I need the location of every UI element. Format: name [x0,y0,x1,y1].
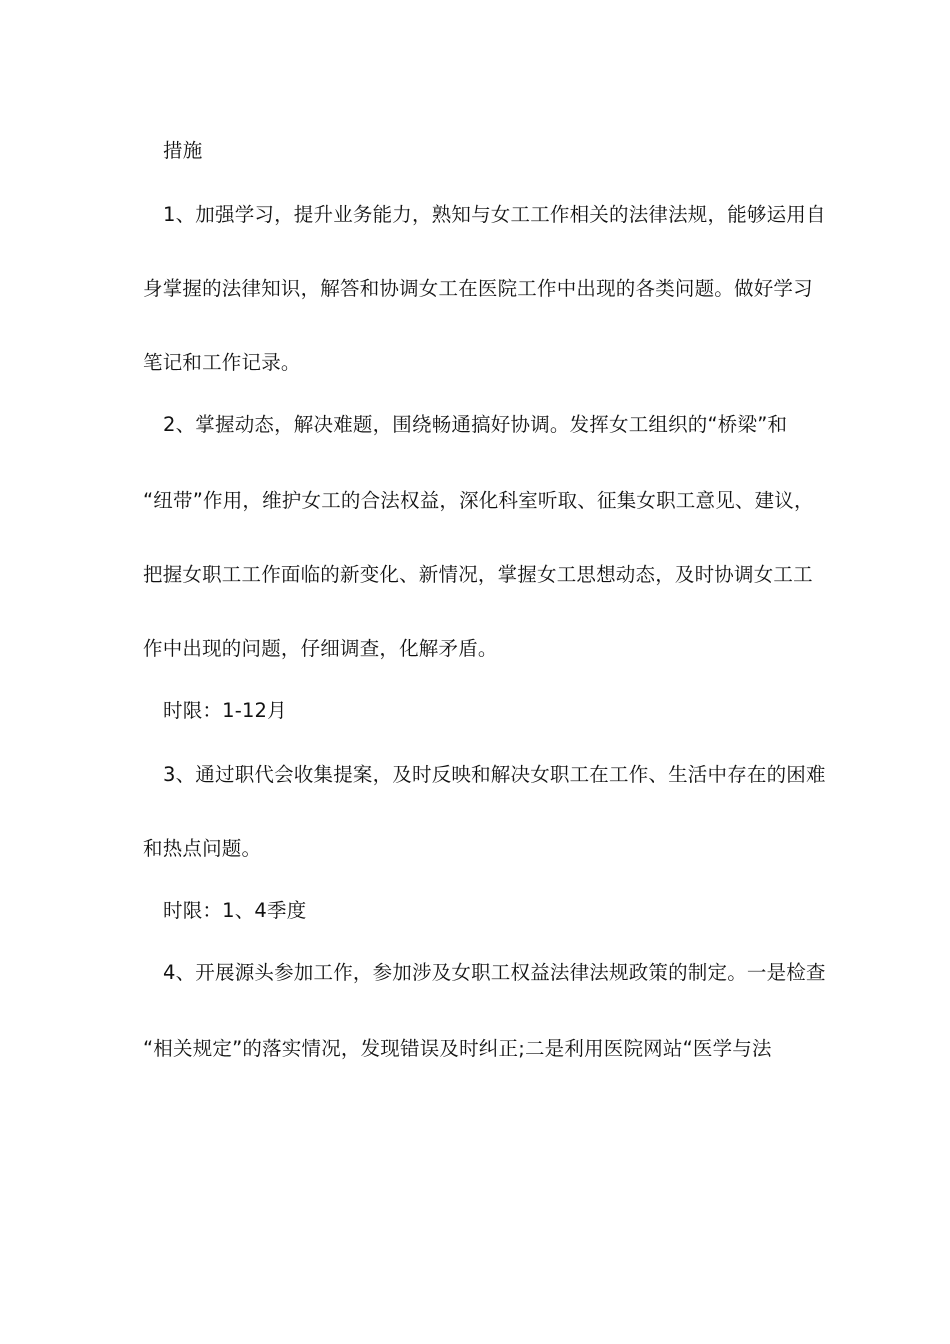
paragraph-1-line-3: 笔记和工作记录。 [143,351,301,374]
paragraph-2-line-4: 作中出现的问题，仔细调查，化解矛盾。 [143,637,498,660]
heading-measures: 措施 [163,139,203,162]
paragraph-4-line-2: “相关规定”的落实情况，发现错误及时纠正;二是利用医院网站“医学与法 [143,1037,772,1060]
paragraph-3-line-2: 和热点问题。 [143,837,262,860]
paragraph-2-line-2: “纽带”作用，维护女工的合法权益，深化科室听取、征集女职工意见、建议， [143,489,814,512]
paragraph-1-line-1: 1、加强学习，提升业务能力，熟知与女工工作相关的法律法规，能够运用自 [163,203,826,226]
paragraph-1-line-2: 身掌握的法律知识，解答和协调女工在医院工作中出现的各类问题。做好学习 [143,277,813,300]
paragraph-2-line-1: 2、掌握动态，解决难题，围绕畅通搞好协调。发挥女工组织的“桥梁”和 [163,413,788,436]
paragraph-2-line-3: 把握女职工工作面临的新变化、新情况，掌握女工思想动态，及时协调女工工 [143,563,813,586]
time-limit-1: 时限：1-12月 [163,699,287,722]
time-limit-2: 时限：1、4季度 [163,899,307,922]
paragraph-3-line-1: 3、通过职代会收集提案，及时反映和解决女职工在工作、生活中存在的困难 [163,763,826,786]
paragraph-4-line-1: 4、开展源头参加工作，参加涉及女职工权益法律法规政策的制定。一是检查 [163,961,826,984]
